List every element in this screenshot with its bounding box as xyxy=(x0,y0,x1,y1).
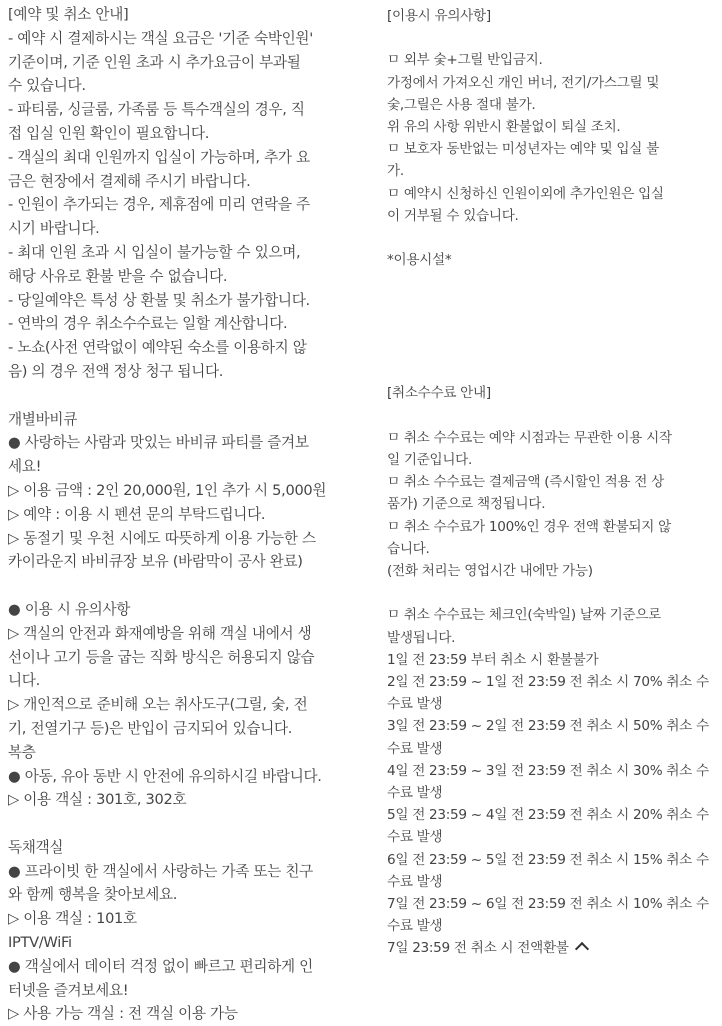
right-text-line: 7일 전 23:59 ~ 6일 전 23:59 전 취소 시 10% 취소 수 xyxy=(387,895,709,912)
spacer xyxy=(8,812,360,836)
spacer xyxy=(387,227,717,249)
right-text-line: 가정에서 가져오신 개인 버너, 전기/가스그릴 및 xyxy=(387,74,660,91)
left-text-line: 기준이며, 기준 인원 초과 시 추가요금이 부과될 xyxy=(8,53,301,71)
left-text-line: ▷ 이용 객실 : 101호 xyxy=(8,910,137,928)
left-text-line: ▷ 사용 가능 객실 : 전 객실 이용 가능 xyxy=(8,1005,238,1023)
left-text-line: 개별바비큐 xyxy=(8,410,77,428)
right-text-line: ㅁ 취소 수수료가 100%인 경우 전액 환불되지 않 xyxy=(387,518,671,535)
left-text-line: - 객실의 최대 인원까지 입실이 가능하며, 추가 요 xyxy=(8,148,310,166)
right-text-line: 발생됩니다. xyxy=(387,629,456,646)
usage-notice-column xyxy=(387,0,717,960)
left-text-line: ▷ 객실의 안전과 화재예방을 위해 객실 내에서 생 xyxy=(8,624,312,642)
right-text-line: 5일 전 23:59 ~ 4일 전 23:59 전 취소 시 20% 취소 수 xyxy=(387,807,709,824)
left-text-line: ● 사랑하는 사람과 맛있는 바비큐 파티를 즐겨보 xyxy=(8,434,309,452)
right-text-line: (전화 처리는 영업시간 내에만 가능) xyxy=(387,562,593,579)
spacer xyxy=(387,294,717,316)
left-text-line: - 파티룸, 싱글룸, 가족룸 등 특수객실의 경우, 직 xyxy=(8,101,305,119)
right-text-line: ㅁ 취소 수수료는 예약 시점과는 무관한 이용 시작 xyxy=(387,429,672,446)
right-text-line: 품가) 기준으로 책정됩니다. xyxy=(387,496,546,513)
spacer xyxy=(387,271,717,293)
right-text-line: 6일 전 23:59 ~ 5일 전 23:59 전 취소 시 15% 취소 수 xyxy=(387,851,709,868)
left-text-line: ● 프라이빗 한 객실에서 사랑하는 가족 또는 친구 xyxy=(8,862,313,880)
right-text-line: ㅁ 취소 수수료는 결제금액 (즉시할인 적용 전 상 xyxy=(387,474,664,491)
right-text-line: 일 기준입니다. xyxy=(387,451,473,468)
right-text-line: 습니다. xyxy=(387,540,430,557)
right-text-line: 이 거부될 수 있습니다. xyxy=(387,207,519,224)
left-text-line: - 노쇼(사전 연락없이 예약된 숙소를 이용하지 않 xyxy=(8,339,307,357)
right-text-line: 숯,그릴은 사용 절대 불가. xyxy=(387,96,536,113)
left-text-line: ▷ 이용 객실 : 301호, 302호 xyxy=(8,791,187,809)
left-text-line: ● 객실에서 데이터 걱정 없이 빠르고 편리하게 인 xyxy=(8,957,313,975)
left-text-line: 금은 현장에서 결제해 주시기 바랍니다. xyxy=(8,172,251,190)
left-text-line: 복층 xyxy=(8,743,36,761)
left-text-line: - 연박의 경우 취소수수료는 일할 계산합니다. xyxy=(8,315,288,333)
left-text-line: 독채객실 xyxy=(8,838,64,856)
right-text-line: 2일 전 23:59 ~ 1일 전 23:59 전 취소 시 70% 취소 수 xyxy=(387,673,709,690)
right-text-line: ㅁ 외부 숯+그릴 반입금지. xyxy=(387,52,543,69)
right-text-line: 수료 발생 xyxy=(387,696,443,713)
left-text-line: ▷ 예약 : 이용 시 펜션 문의 부탁드립니다. xyxy=(8,505,266,523)
left-text-line: 시기 바랍니다. xyxy=(8,220,100,238)
spacer xyxy=(387,582,717,604)
left-text-line: ● 아동, 유아 동반 시 안전에 유의하시길 바랍니다. xyxy=(8,767,322,785)
refund-final-text: 7일 23:59 전 취소 시 전액환불 xyxy=(387,940,569,957)
right-text-line: ㅁ 보호자 동반없는 미성년자는 예약 및 입실 불 xyxy=(387,141,659,158)
right-text-line: [이용시 유의사항] xyxy=(387,8,491,24)
left-text-line: - 당일예약은 특성 상 환불 및 취소가 불가합니다. xyxy=(8,291,310,309)
spacer xyxy=(387,27,717,49)
left-text-line: 기, 전열기구 등)은 반입이 금지되어 있습니다. xyxy=(8,719,293,737)
chevron-up-icon[interactable] xyxy=(575,942,589,956)
right-text-line: 수료 발생 xyxy=(387,829,443,846)
left-text-line: 음) 의 경우 전액 정상 청구 됩니다. xyxy=(8,362,224,380)
left-text-line: 선이나 고기 등을 굽는 직화 방식은 허용되지 않습 xyxy=(8,648,315,666)
right-text-line: 수료 발생 xyxy=(387,784,443,801)
reservation-info-column xyxy=(8,0,360,1026)
left-text-line: - 예약 시 결제하시는 객실 요금은 '기준 숙박인원' xyxy=(8,29,313,47)
left-text-line: 세요! xyxy=(8,458,42,476)
right-text-line: 위 유의 사항 위반시 환불없이 퇴실 조치. xyxy=(387,119,621,135)
left-text-line: 접 입실 인원 확인이 필요합니다. xyxy=(8,124,210,142)
left-text-line: 터넷을 즐겨보세요! xyxy=(8,981,129,999)
spacer xyxy=(387,360,717,382)
left-text-line: [예약 및 취소 안내] xyxy=(8,6,129,23)
right-text-line: 1일 전 23:59 부터 취소 시 환불불가 xyxy=(387,651,599,668)
right-text-line: 수료 발생 xyxy=(387,918,443,935)
right-text-line: 가. xyxy=(387,163,404,180)
left-text-line: IPTV/WiFi xyxy=(8,934,72,952)
right-text-line: *이용시설* xyxy=(387,252,452,269)
left-text-line: ▷ 동절기 및 우천 시에도 따뜻하게 이용 가능한 스 xyxy=(8,529,316,547)
left-text-line: 와 함께 행복을 찾아보세요. xyxy=(8,886,178,904)
spacer xyxy=(387,316,717,338)
spacer xyxy=(387,338,717,360)
left-text-line: ▷ 개인적으로 준비해 오는 취사도구(그릴, 숯, 전 xyxy=(8,696,308,714)
right-text-line: 3일 전 23:59 ~ 2일 전 23:59 전 취소 시 50% 취소 수 xyxy=(387,718,709,735)
left-text-line: 해당 사유로 환불 받을 수 없습니다. xyxy=(8,267,228,285)
left-text-line: ● 이용 시 유의사항 xyxy=(8,600,131,618)
left-text-line: 카이라운지 바비큐장 보유 (바람막이 공사 완료) xyxy=(8,553,303,571)
left-text-line: ▷ 이용 금액 : 2인 20,000원, 1인 추가 시 5,000원 xyxy=(8,481,327,499)
right-text-line: 4일 전 23:59 ~ 3일 전 23:59 전 취소 시 30% 취소 수 xyxy=(387,762,709,779)
right-text-line: 수료 발생 xyxy=(387,740,443,757)
refund-final-line xyxy=(387,937,717,959)
left-text-line: - 인원이 추가되는 경우, 제휴점에 미리 연락을 주 xyxy=(8,196,310,214)
right-text-line: ㅁ 취소 수수료는 체크인(숙박일) 날짜 기준으로 xyxy=(387,607,661,624)
spacer xyxy=(387,405,717,427)
right-text-line: ㅁ 예약시 신청하신 인원이외에 추가인원은 입실 xyxy=(387,185,664,202)
right-text-line: 수료 발생 xyxy=(387,873,443,890)
spacer xyxy=(8,574,360,598)
left-text-line: 수 있습니다. xyxy=(8,77,86,95)
right-text-line: [취소수수료 안내] xyxy=(387,385,491,402)
spacer xyxy=(8,384,360,408)
left-text-line: - 최대 인원 초과 시 입실이 불가능할 수 있으며, xyxy=(8,243,301,261)
left-text-line: 니다. xyxy=(8,672,40,690)
